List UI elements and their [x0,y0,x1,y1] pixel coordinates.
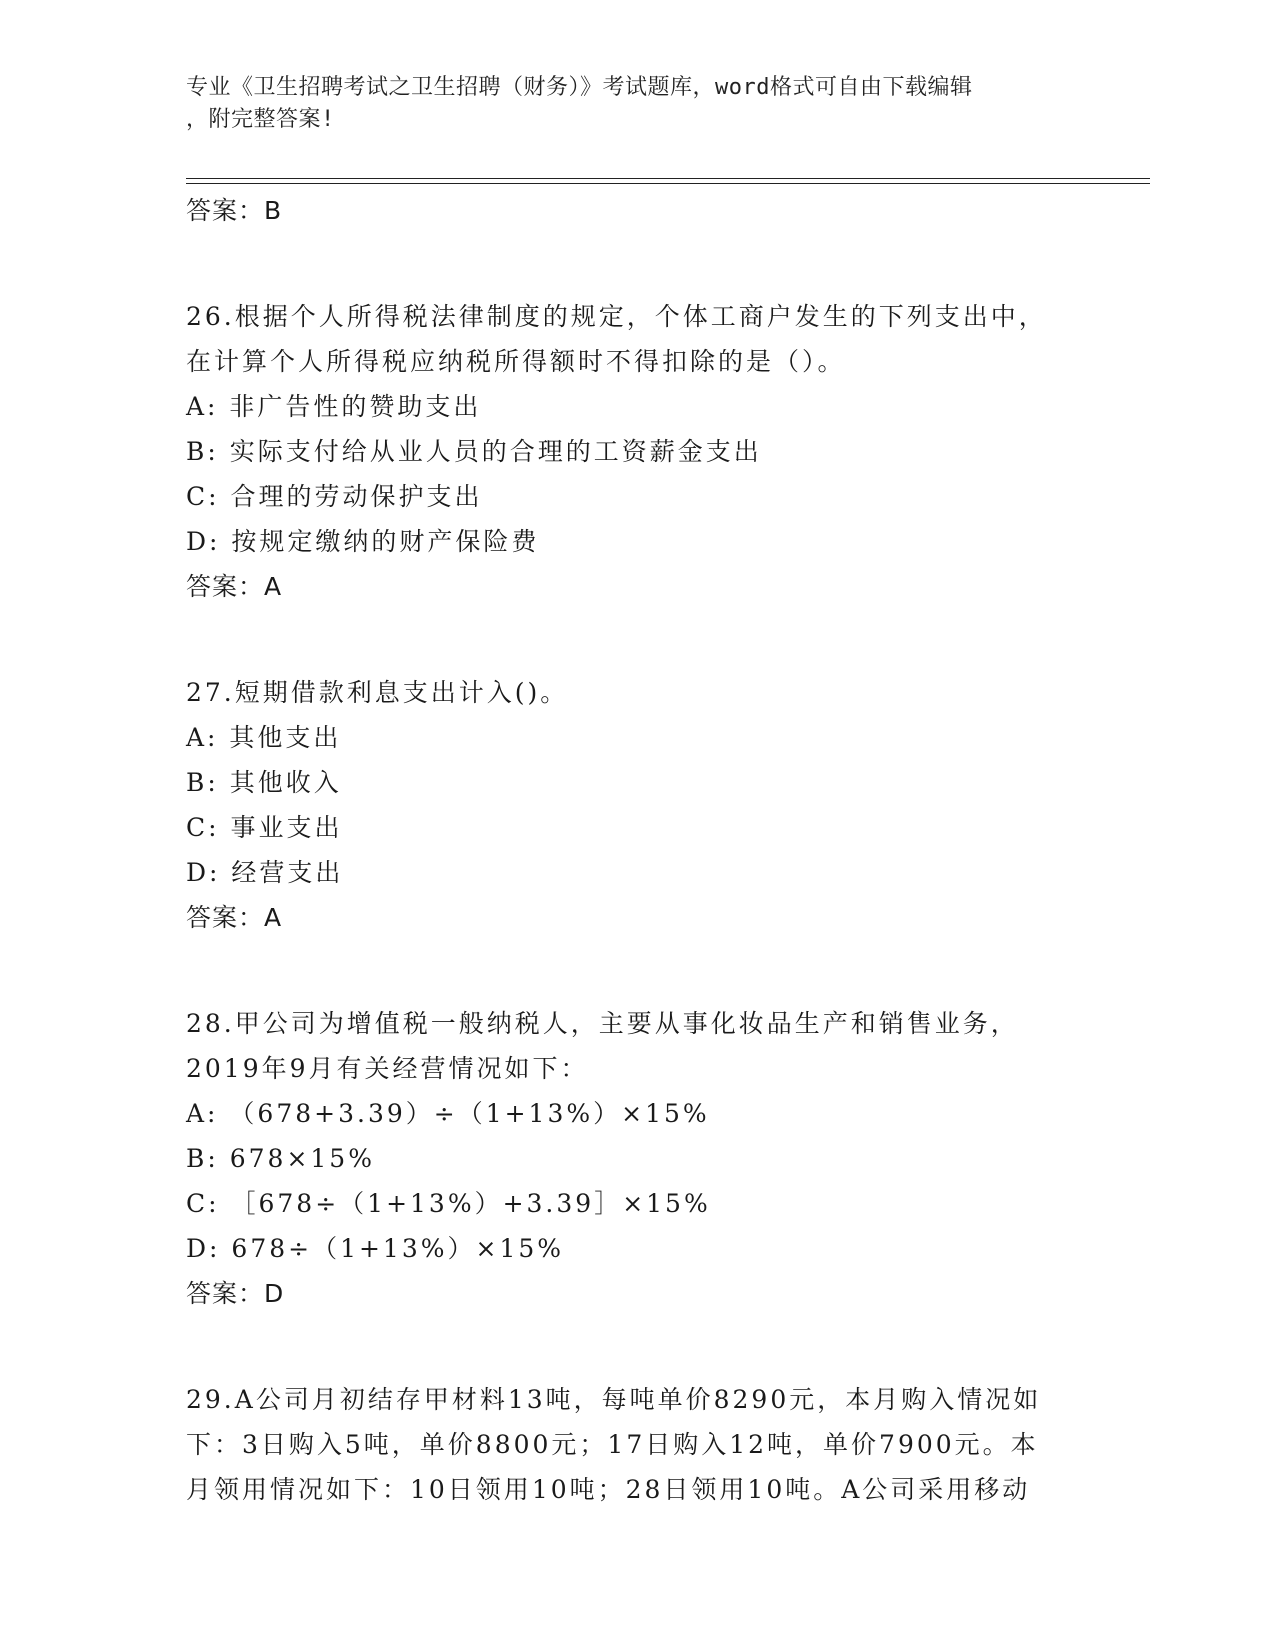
question-29 [186,1377,1086,1512]
question-text: 下：3日购入5吨，单价8800元；17日购入12吨，单价7900元。本 [186,1430,1039,1459]
question-text: 27.短期借款利息支出计入()。 [186,678,569,707]
question-27 [186,670,1086,941]
option-d: D: 678÷（1+13%）×15% [186,1234,565,1263]
answer-line: 答案：B [186,196,283,225]
question-text: 在计算个人所得税应纳税所得额时不得扣除的是（）。 [186,347,846,376]
question-text: 29.A公司月初结存甲材料13吨，每吨单价8290元，本月购入情况如 [186,1385,1042,1414]
question-26 [186,294,1086,610]
page-header [186,72,1066,136]
question-list [186,188,1086,1512]
option-d: D: 经营支出 [186,858,344,887]
answer-line: 答案：A [186,903,283,932]
header-rule-top [186,178,1150,179]
option-a: A: 其他支出 [186,723,342,752]
question-28 [186,1001,1086,1317]
header-rule-bottom [186,183,1150,184]
question-text: 2019年9月有关经营情况如下： [186,1054,589,1083]
option-a: A: （678+3.39）÷（1+13%）×15% [186,1099,710,1128]
question-text: 28.甲公司为增值税一般纳税人，主要从事化妆品生产和销售业务， [186,1009,1019,1038]
answer-line: 答案：D [186,1279,285,1308]
option-d: D: 按规定缴纳的财产保险费 [186,527,540,556]
option-a: A: 非广告性的赞助支出 [186,392,482,421]
option-c: C: ［678÷（1+13%）+3.39］×15% [186,1189,711,1218]
option-c: C: 合理的劳动保护支出 [186,482,483,511]
option-b: B: 其他收入 [186,768,342,797]
option-b: B: 实际支付给从业人员的合理的工资薪金支出 [186,437,762,466]
option-c: C: 事业支出 [186,813,343,842]
question-text: 26.根据个人所得税法律制度的规定，个体工商户发生的下列支出中， [186,302,1047,331]
answer-line: 答案：A [186,572,283,601]
option-b: B: 678×15% [186,1144,375,1173]
question-text: 月领用情况如下：10日领用10吨；28日领用10吨。A公司采用移动 [186,1475,1031,1504]
header-line-2: ，附完整答案! [186,107,335,132]
header-line-1: 专业《卫生招聘考试之卫生招聘（财务）》考试题库，word格式可自由下载编辑 [186,75,973,100]
